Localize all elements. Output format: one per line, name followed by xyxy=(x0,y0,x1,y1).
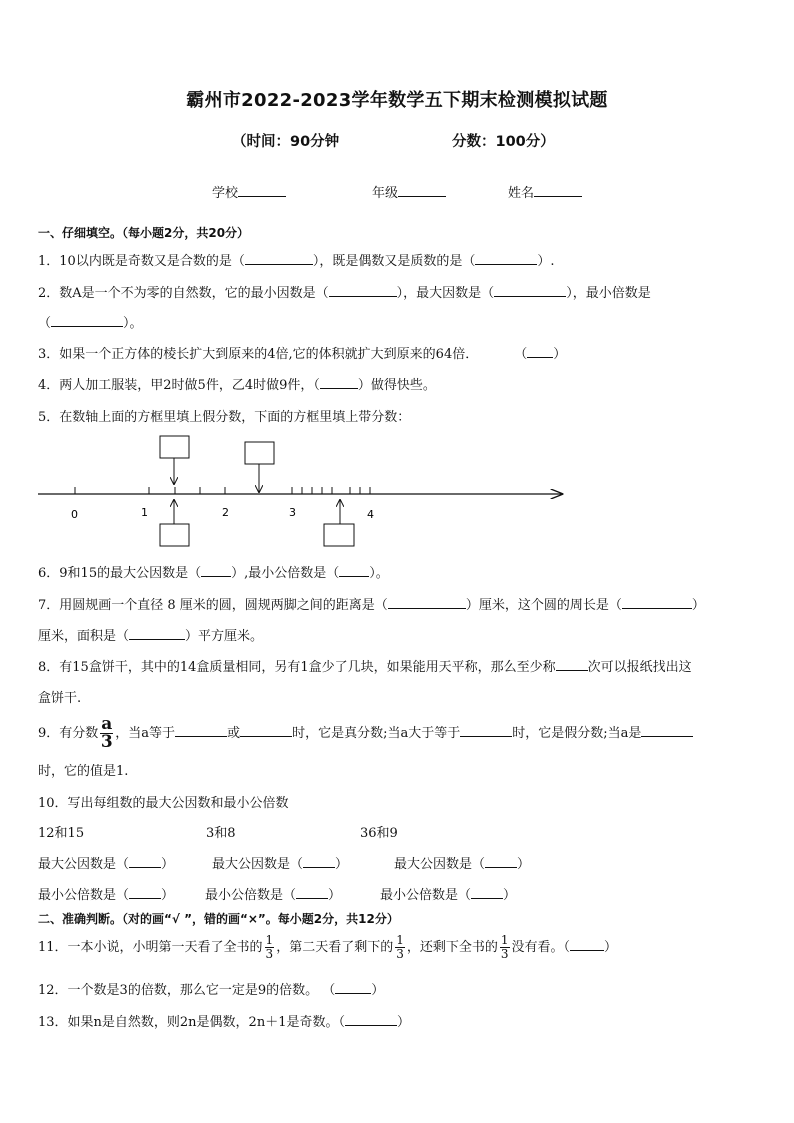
answer-box-top-2[interactable] xyxy=(245,442,274,464)
answer-blank[interactable] xyxy=(641,724,693,737)
question-8: 8．有15盒饼干，其中的14盒质量相同，另有1盒少了几块，如果能用天平称，那么至少称 次可以报纸找出这 xyxy=(38,660,692,675)
answer-blank[interactable] xyxy=(303,855,335,868)
answer-blank[interactable] xyxy=(556,658,588,671)
fraction-one-third: $\frac{1}{3}$ xyxy=(396,933,404,961)
question-2: 2．数A是一个不为零的自然数，它的最小因数是（ ），最大因数是（ ），最小倍数是 xyxy=(38,286,651,301)
fraction-one-third: $\frac{1}{3}$ xyxy=(265,933,274,961)
answer-blank[interactable] xyxy=(475,252,537,265)
answer-blank[interactable] xyxy=(485,855,517,868)
number-line-figure xyxy=(30,432,575,550)
section-2-heading: 二、准确判断。（对的画“√ ”，错的画“×”。每小题2分，共12分） xyxy=(38,912,399,926)
answer-blank[interactable] xyxy=(527,345,553,358)
answer-blank[interactable] xyxy=(570,938,604,951)
ticks xyxy=(75,487,370,494)
answer-box-bottom-1[interactable] xyxy=(160,524,189,546)
answer-blank[interactable] xyxy=(339,564,369,577)
answer-blank[interactable] xyxy=(471,886,503,899)
q10-group-3: 36和9 xyxy=(360,826,398,841)
question-9-cont: 时，它的值是1. xyxy=(38,764,129,779)
q10-gcd-2: 最大公因数是（ ） xyxy=(212,857,349,872)
q10-group-2: 3和8 xyxy=(206,826,236,841)
tick-label-2: 2 xyxy=(222,506,229,519)
q10-gcd-3: 最大公因数是（ ） xyxy=(394,857,531,872)
fraction-a-over-3: $\frac{a}{3}$ xyxy=(100,714,113,752)
page-title: 霸州市2022-2023学年数学五下期末检测模拟试题 xyxy=(186,90,608,111)
tick-label-4: 4 xyxy=(367,508,374,521)
question-12: 12．一个数是3的倍数，那么它一定是9的倍数。 （ ） xyxy=(38,983,385,998)
question-10-title: 10．写出每组数的最大公因数和最小公倍数 xyxy=(38,796,289,811)
answer-blank[interactable] xyxy=(494,284,566,297)
answer-blank[interactable] xyxy=(345,1013,397,1026)
question-9: 9．有分数 $\frac{a}{3}$ ，当a等于 或 时，它是真分数;当a大于等于 时，它是假分数;当a是 xyxy=(38,716,693,751)
answer-blank[interactable] xyxy=(201,564,231,577)
question-6: 6．9和15的最大公因数是（ ）,最小公倍数是（ ）。 xyxy=(38,566,389,581)
name-field[interactable] xyxy=(508,182,582,201)
name-label: 姓名 xyxy=(508,186,535,201)
question-7-cont: 厘米，面积是（ ）平方厘米。 xyxy=(38,629,264,644)
tick-label-1: 1 xyxy=(141,506,148,519)
question-11: 11．一本小说，小明第一天看了全书的 $\frac{1}{3}$ ，第二天看了剩下的 $\frac{1}{3}$ ，还剩下全书的 $\frac{1}{3}$ 没有看。（ ） xyxy=(38,933,618,961)
answer-blank[interactable] xyxy=(129,886,161,899)
answer-blank[interactable] xyxy=(460,724,512,737)
answer-blank[interactable] xyxy=(335,981,371,994)
section-1-heading: 一、仔细填空。（每小题2分，共20分） xyxy=(38,226,250,240)
grade-label: 年级 xyxy=(372,186,399,201)
answer-blank[interactable] xyxy=(622,596,692,609)
answer-blank[interactable] xyxy=(320,376,358,389)
question-1: 1．10以内既是奇数又是合数的是（ ），既是偶数又是质数的是（ ）. xyxy=(38,254,555,269)
answer-blank[interactable] xyxy=(388,596,466,609)
q10-gcd-1: 最大公因数是（ ） xyxy=(38,857,175,872)
answer-blank[interactable] xyxy=(245,252,313,265)
q10-lcm-2: 最小公倍数是（ ） xyxy=(205,888,342,903)
exam-time: （时间：90分钟 xyxy=(232,134,340,150)
question-7: 7．用圆规画一个直径 8 厘米的圆，圆规两脚之间的距离是（ ）厘米，这个圆的周长是（ ） xyxy=(38,598,705,613)
grade-field[interactable] xyxy=(372,182,446,201)
exam-score: 分数：100分） xyxy=(452,134,555,150)
school-label: 学校 xyxy=(212,186,239,201)
answer-blank[interactable] xyxy=(175,724,227,737)
question-3: 3．如果一个正方体的棱长扩大到原来的4倍,它的体积就扩大到原来的64倍． （ ） xyxy=(38,347,567,362)
tick-label-3: 3 xyxy=(289,506,296,519)
answer-blank[interactable] xyxy=(51,314,123,327)
question-8-cont: 盒饼干. xyxy=(38,691,82,706)
question-5: 5．在数轴上面的方框里填上假分数，下面的方框里填上带分数： xyxy=(38,410,411,425)
q10-lcm-3: 最小公倍数是（ ） xyxy=(380,888,517,903)
school-field[interactable] xyxy=(212,182,286,201)
tick-label-0: 0 xyxy=(71,508,78,521)
answer-blank[interactable] xyxy=(296,886,328,899)
q10-group-1: 12和15 xyxy=(38,826,85,841)
answer-blank[interactable] xyxy=(240,724,292,737)
answer-box-bottom-2[interactable] xyxy=(324,524,354,546)
question-13: 13．如果n是自然数，则2n是偶数，2n＋1是奇数。（ ） xyxy=(38,1015,410,1030)
question-4: 4．两人加工服装，甲2时做5件，乙4时做9件，（ ）做得快些。 xyxy=(38,378,436,393)
fraction-one-third: $\frac{1}{3}$ xyxy=(500,933,509,961)
answer-blank[interactable] xyxy=(129,627,185,640)
answer-box-top-1[interactable] xyxy=(160,436,189,458)
answer-blank[interactable] xyxy=(329,284,397,297)
question-2-cont: （ ）。 xyxy=(38,316,143,331)
q10-lcm-1: 最小公倍数是（ ） xyxy=(38,888,175,903)
answer-blank[interactable] xyxy=(129,855,161,868)
